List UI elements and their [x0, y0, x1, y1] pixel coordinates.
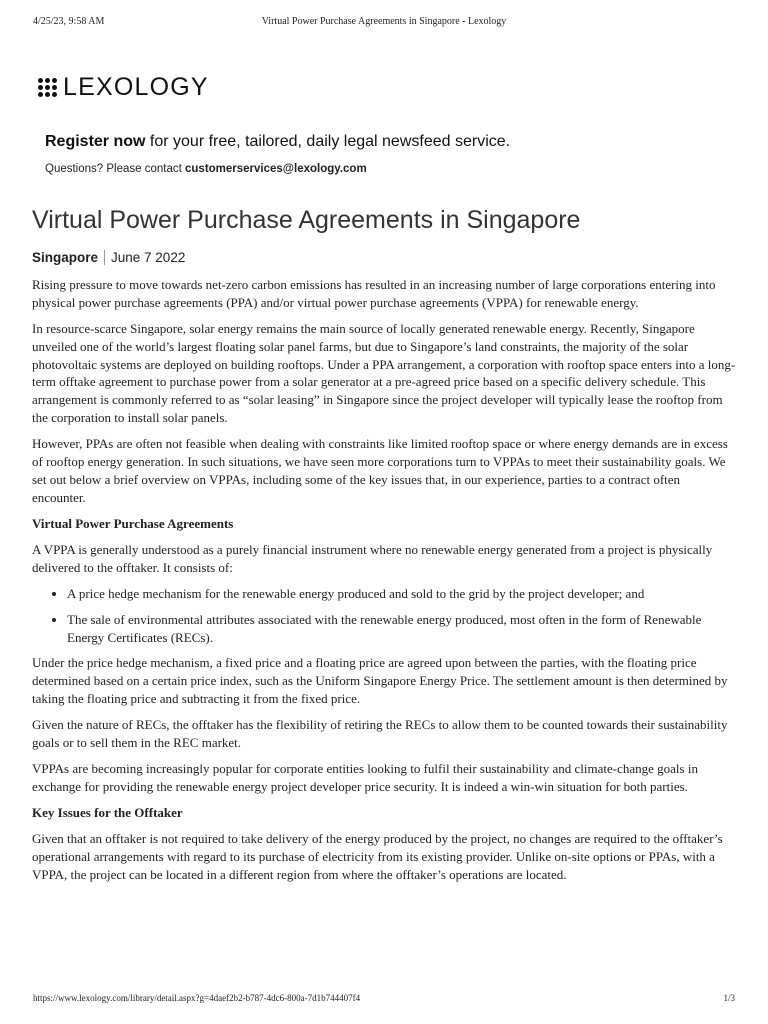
questions-line — [45, 163, 735, 175]
support-email-link[interactable]: customerservices@lexology.com — [185, 163, 367, 175]
paragraph: Under the price hedge mechanism, a fixed price and a floating price are agreed upon between the parties, with the floating price determined based on a certain price index, such as the Uniform Singapore Energy Price. The settlement amount is then determined by taking the floating price and subtracting it from the fixed price. — [32, 655, 728, 706]
paragraph: Rising pressure to move towards net-zero carbon emissions has resulted in an increasing number of large corporations entering into physical power purchase agreements (PPA) and/or virtual power purchase agreements (VPPA) for renewable energy. — [32, 277, 716, 310]
register-banner — [45, 133, 735, 151]
article-meta — [32, 250, 185, 265]
print-footer — [33, 993, 735, 1007]
register-now-link[interactable]: Register now — [45, 133, 146, 150]
dot-grid-logo-icon — [38, 78, 57, 97]
list-item: • The sale of environmental attributes associated with the renewable energy produced, most often in the form of Renewable Energy Certificates (RECs). — [67, 611, 736, 647]
paragraph: VPPAs are becoming increasingly popular for corporate entities looking to fulfil their sustainability and climate-change goals in exchange for providing the renewable energy project developer price security. It is indeed a win-win situation for both parties. — [32, 761, 698, 794]
register-text: for your free, tailored, daily legal newsfeed service. — [145, 133, 511, 150]
page-url[interactable]: https://www.lexology.com/library/detail.aspx?g=4daef2b2-b787-4dc6-800a-7d1b744407f4 — [33, 993, 361, 1003]
paragraph: Given that an offtaker is not required to take delivery of the energy produced by the project, no changes are required to the offtaker’s operational arrangements with regard to its purchase of electricity from its existing provider. Unlike on-site options or PPAs, with a VPPA, the project can be located in a different region from where the offtaker’s operations are located. — [32, 831, 723, 882]
page-number: 1/3 — [723, 993, 735, 1003]
lexology-logo[interactable] — [38, 74, 209, 100]
paragraph: A VPPA is generally understood as a purely financial instrument where no renewable energy generated from a project is physically delivered to the offtaker. It consists of: — [32, 541, 713, 575]
section-heading: Key Issues for the Offtaker — [32, 805, 183, 821]
bullet-list — [32, 585, 736, 646]
section-heading: Virtual Power Purchase Agreements — [32, 515, 234, 531]
article-title: Virtual Power Purchase Agreements in Singapore — [32, 206, 581, 234]
article-location[interactable]: Singapore — [32, 250, 105, 265]
print-header — [33, 16, 735, 30]
list-item: • A price hedge mechanism for the renewable energy produced and sold to the grid by the project developer; and — [67, 585, 736, 603]
article-body — [32, 276, 736, 892]
paragraph: In resource-scarce Singapore, solar energy remains the main source of locally generated renewable energy. Recently, Singapore unveiled one of the world’s largest floating solar panel farms, but due to Singapore’s land constraints, the majority of the solar photovoltaic systems are deployed on building rooftops. Under a PPA arrangement, a corporation with rooftop space enters into a long-term offtake agreement to purchase power from a solar generator at a pre-agreed price based on a specific delivery schedule. This arrangement is commonly referred to as “solar leasing” in Singapore since the project developer will typically lease the rooftop from the corporation to install solar panels. — [32, 320, 736, 425]
article-date: June 7 2022 — [111, 250, 186, 265]
print-page-title: Virtual Power Purchase Agreements in Singapore - Lexology — [261, 16, 507, 27]
logo-text: LEXOLOGY — [63, 73, 209, 101]
questions-text: Questions? Please contact — [45, 163, 185, 175]
print-datetime: 4/25/23, 9:58 AM — [33, 16, 105, 27]
paragraph: However, PPAs are often not feasible when dealing with constraints like limited rooftop space or where energy demands are in excess of rooftop energy generation. In such situations, we have seen more corporations turn to VPPAs to meet their sustainability goals. We set out below a brief overview on VPPAs, including some of the key issues that, in our experience, parties to a contract often encounter. — [32, 436, 728, 505]
paragraph: Given the nature of RECs, the offtaker has the flexibility of retiring the RECs to allow them to be counted towards their sustainability goals or to sell them in the REC market. — [32, 717, 728, 750]
